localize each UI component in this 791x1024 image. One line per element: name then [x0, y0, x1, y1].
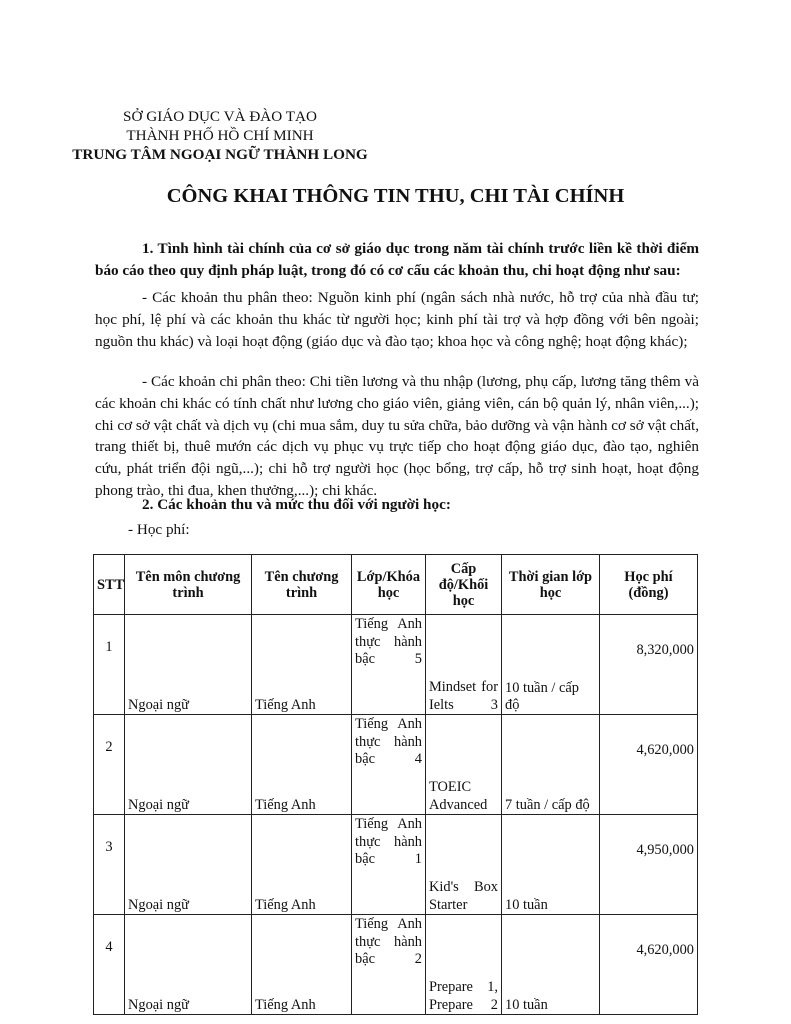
cell-duration: 7 tuần / cấp độ: [502, 715, 600, 815]
header-center-name: TRUNG TÂM NGOẠI NGỮ THÀNH LONG: [72, 146, 368, 163]
cell-program: Tiếng Anh: [252, 615, 352, 715]
cell-stt: 2: [94, 715, 125, 815]
cell-subject: Ngoại ngữ: [125, 915, 252, 1015]
tuition-label: - Học phí:: [128, 521, 190, 538]
cell-fee: 4,950,000: [600, 815, 698, 915]
cell-class: Tiếng Anh thực hành bậc 1: [352, 815, 426, 915]
section1-expense-paragraph: - Các khoản chi phân theo: Chi tiền lương và thu nhập (lương, phụ cấp, lương tăng thêm và các khoản chi khác có tính chất như lương cho giáo viên, giảng viên, cán bộ quản lý, nhân viên,...); chi cơ sở vật chất và dịch vụ (chi mua sắm, duy tu sửa chữa, bảo dưỡng và vận hành cơ sở vật chất, trang thiết bị, thuê mướn các dịch vụ phục vụ trực tiếp cho hoạt động giáo dục, đào tạo, nghiên cứu, phát triển đội ngũ,...); chi hỗ trợ người học (học bổng, trợ cấp, hỗ trợ sinh hoạt, hoạt động phong trào, thi đua, khen thưởng,...); chi khác.: [95, 373, 699, 499]
table-row: [94, 615, 698, 715]
document-header: [60, 107, 380, 164]
header-department: SỞ GIÁO DỤC VÀ ĐÀO TẠO: [123, 108, 317, 125]
cell-fee: 8,320,000: [600, 615, 698, 715]
cell-class: Tiếng Anh thực hành bậc 5: [352, 615, 426, 715]
header-subject: Tên môn chương trình: [125, 555, 252, 615]
cell-stt: 3: [94, 815, 125, 915]
cell-level: Mindset for Ielts 3: [426, 615, 502, 715]
cell-duration: 10 tuần: [502, 915, 600, 1015]
table-row: [94, 715, 698, 815]
section2-heading: 2. Các khoản thu và mức thu đối với người học:: [142, 496, 451, 513]
cell-duration: 10 tuần: [502, 815, 600, 915]
cell-program: Tiếng Anh: [252, 815, 352, 915]
cell-level: Kid's Box Starter: [426, 815, 502, 915]
header-fee: Học phí (đồng): [600, 555, 698, 615]
section1-income-paragraph: - Các khoản thu phân theo: Nguồn kinh phí (ngân sách nhà nước, hỗ trợ của nhà đầu tư; học phí, lệ phí và các khoản thu khác từ người học; kinh phí tài trợ và hợp đồng với bên ngoài; nguồn thu khác) và loại hoạt động (giáo dục và đào tạo; khoa học và công nghệ; hoạt động khác);: [95, 289, 699, 350]
table-row: [94, 915, 698, 1015]
cell-program: Tiếng Anh: [252, 915, 352, 1015]
header-class: Lớp/Khóa học: [352, 555, 426, 615]
cell-duration: 10 tuần / cấp độ: [502, 615, 600, 715]
tuition-table: [93, 554, 698, 1015]
header-city: THÀNH PHỐ HỒ CHÍ MINH: [126, 127, 314, 144]
cell-subject: Ngoại ngữ: [125, 715, 252, 815]
cell-stt: 1: [94, 615, 125, 715]
cell-subject: Ngoại ngữ: [125, 615, 252, 715]
cell-class: Tiếng Anh thực hành bậc 4: [352, 715, 426, 815]
table-header-row: [94, 555, 698, 615]
table-row: [94, 815, 698, 915]
cell-level: Prepare 1, Prepare 2: [426, 915, 502, 1015]
cell-stt: 4: [94, 915, 125, 1015]
cell-fee: 4,620,000: [600, 915, 698, 1015]
header-level: Cấp độ/Khối học: [426, 555, 502, 615]
header-stt: STT: [94, 555, 125, 615]
cell-fee: 4,620,000: [600, 715, 698, 815]
cell-program: Tiếng Anh: [252, 715, 352, 815]
header-program: Tên chương trình: [252, 555, 352, 615]
page-title: CÔNG KHAI THÔNG TIN THU, CHI TÀI CHÍNH: [166, 185, 625, 207]
cell-class: Tiếng Anh thực hành bậc 2: [352, 915, 426, 1015]
section1-heading: 1. Tình hình tài chính của cơ sở giáo dục trong năm tài chính trước liền kề thời điểm báo cáo theo quy định pháp luật, trong đó có cơ cấu các khoản thu, chi hoạt động như sau:: [95, 240, 699, 279]
cell-subject: Ngoại ngữ: [125, 815, 252, 915]
cell-level: TOEIC Advanced: [426, 715, 502, 815]
header-duration: Thời gian lớp học: [502, 555, 600, 615]
